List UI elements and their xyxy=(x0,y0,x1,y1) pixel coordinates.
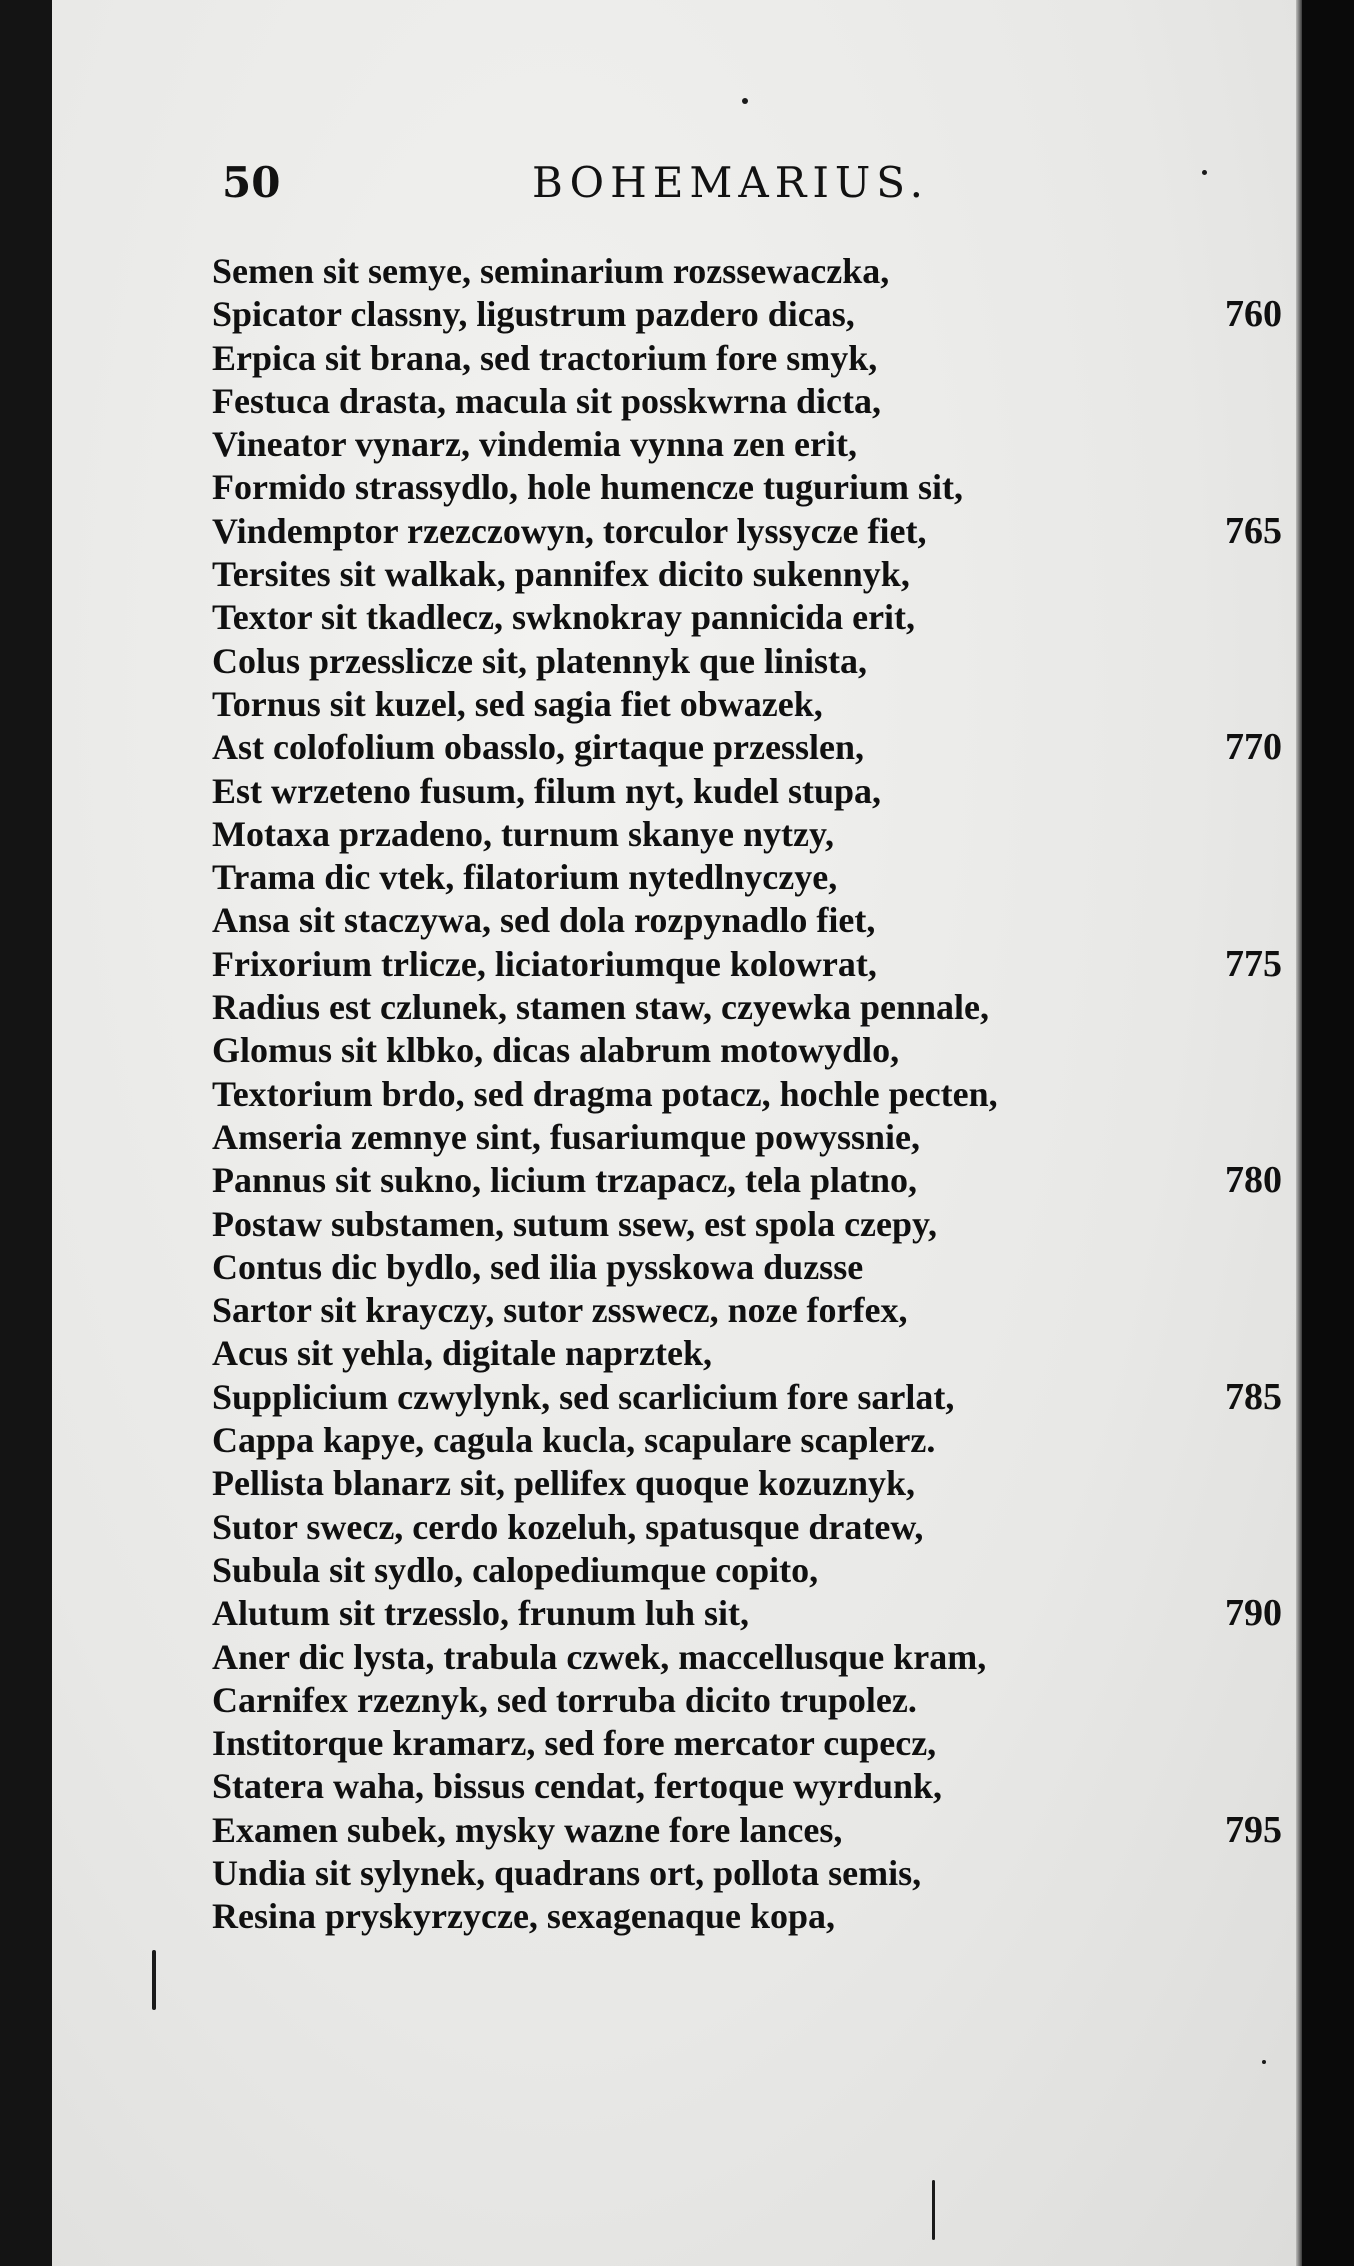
verse-line xyxy=(52,1636,1302,1679)
verse-line xyxy=(52,1549,1302,1592)
verse-text: Ansa sit staczywa, sed dola rozpynadlo fiet, xyxy=(212,900,876,941)
verse-text: Undia sit sylynek, quadrans ort, pollota semis, xyxy=(212,1852,922,1893)
ink-speck xyxy=(152,1950,156,2010)
book-spine xyxy=(1302,0,1354,2266)
verse-text: Vindemptor rzezczowyn, torculor lyssycze fiet, xyxy=(212,510,927,551)
verse-number: 795 xyxy=(1225,1808,1282,1851)
verse-text: Pellista blanarz sit, pellifex quoque kozuznyk, xyxy=(212,1463,916,1504)
verse-line xyxy=(52,1679,1302,1722)
verse-text: Erpica sit brana, sed tractorium fore smyk, xyxy=(212,337,878,378)
verse-text: Frixorium trlicze, liciatoriumque kolowrat, xyxy=(212,943,877,984)
verse-text: Sutor swecz, cerdo kozeluh, spatusque dratew, xyxy=(212,1506,924,1547)
verse-text: Glomus sit klbko, dicas alabrum motowydlo, xyxy=(212,1030,900,1071)
verse-line xyxy=(52,1246,1302,1289)
verse-line xyxy=(52,943,1302,986)
verse-text: Sartor sit krayczy, sutor zsswecz, noze forfex, xyxy=(212,1290,908,1331)
running-title: BOHEMARIUS. xyxy=(532,158,929,207)
verse-line xyxy=(52,1419,1302,1462)
verse-text: Textorium brdo, sed dragma potacz, hochle pecten, xyxy=(212,1073,998,1114)
verse-line xyxy=(52,337,1302,380)
verse-line xyxy=(52,250,1302,293)
verse-text: Pannus sit sukno, licium trzapacz, tela platno, xyxy=(212,1160,918,1201)
verse-line xyxy=(52,1506,1302,1549)
verse-text: Resina pryskyrzycze, sexagenaque kopa, xyxy=(212,1896,835,1937)
verse-line xyxy=(52,380,1302,423)
verse-line xyxy=(52,1592,1302,1635)
verse-number: 760 xyxy=(1225,293,1282,336)
verse-line xyxy=(52,683,1302,726)
verse-line xyxy=(52,553,1302,596)
book-page xyxy=(52,0,1302,2266)
verse-line xyxy=(52,1765,1302,1808)
verse-line xyxy=(52,986,1302,1029)
verse-line xyxy=(52,1203,1302,1246)
verse-text: Subula sit sydlo, calopediumque copito, xyxy=(212,1549,819,1590)
verse-line xyxy=(52,1722,1302,1765)
verse-text: Examen subek, mysky wazne fore lances, xyxy=(212,1809,843,1850)
verse-text: Vineator vynarz, vindemia vynna zen erit, xyxy=(212,424,857,465)
verse-line xyxy=(52,596,1302,639)
verse-text: Formido strassydlo, hole humencze tugurium sit, xyxy=(212,467,963,508)
verse-text: Tornus sit kuzel, sed sagia fiet obwazek, xyxy=(212,683,823,724)
verse-number: 785 xyxy=(1225,1375,1282,1418)
verse-line xyxy=(52,813,1302,856)
verse-line xyxy=(52,1376,1302,1419)
verse-text: Spicator classny, ligustrum pazdero dicas, xyxy=(212,294,855,335)
verse-list xyxy=(52,250,1302,1939)
verse-line xyxy=(52,856,1302,899)
verse-number: 790 xyxy=(1225,1592,1282,1635)
ink-speck xyxy=(742,98,748,104)
verse-text: Aner dic lysta, trabula czwek, maccellusque kram, xyxy=(212,1636,987,1677)
verse-number: 775 xyxy=(1225,942,1282,985)
verse-number: 765 xyxy=(1225,509,1282,552)
verse-number: 770 xyxy=(1225,726,1282,769)
verse-text: Est wrzeteno fusum, filum nyt, kudel stupa, xyxy=(212,770,882,811)
verse-line xyxy=(52,899,1302,942)
verse-line xyxy=(52,1895,1302,1938)
ink-speck xyxy=(1262,2060,1266,2064)
verse-line xyxy=(52,1159,1302,1202)
verse-line xyxy=(52,1332,1302,1375)
ink-speck xyxy=(1202,170,1207,175)
verse-line xyxy=(52,1809,1302,1852)
verse-text: Supplicium czwylynk, sed scarlicium fore sarlat, xyxy=(212,1376,955,1417)
verse-text: Radius est czlunek, stamen staw, czyewka pennale, xyxy=(212,987,990,1028)
verse-text: Colus przesslicze sit, platennyk que linista, xyxy=(212,640,868,681)
verse-text: Semen sit semye, seminarium rozssewaczka, xyxy=(212,251,890,291)
verse-line xyxy=(52,640,1302,683)
verse-number: 780 xyxy=(1225,1159,1282,1202)
verse-text: Postaw substamen, sutum ssew, est spola czepy, xyxy=(212,1203,938,1244)
verse-text: Textor sit tkadlecz, swknokray pannicida erit, xyxy=(212,597,916,638)
verse-line xyxy=(52,1116,1302,1159)
verse-text: Acus sit yehla, digitale naprztek, xyxy=(212,1333,712,1374)
verse-text: Amseria zemnye sint, fusariumque powyssnie, xyxy=(212,1116,920,1157)
verse-text: Institorque kramarz, sed fore mercator cupecz, xyxy=(212,1723,937,1764)
verse-text: Cappa kapye, cagula kucla, scapulare scaplerz. xyxy=(212,1420,936,1461)
verse-text: Festuca drasta, macula sit posskwrna dicta, xyxy=(212,380,882,421)
verse-line xyxy=(52,1852,1302,1895)
verse-text: Contus dic bydlo, sed ilia pysskowa duzsse xyxy=(212,1246,864,1287)
verse-line xyxy=(52,293,1302,336)
verse-line xyxy=(52,466,1302,509)
verse-line xyxy=(52,1073,1302,1116)
verse-text: Alutum sit trzesslo, frunum luh sit, xyxy=(212,1593,750,1634)
ink-speck xyxy=(932,2180,935,2240)
verse-text: Statera waha, bissus cendat, fertoque wyrdunk, xyxy=(212,1766,943,1807)
verse-text: Carnifex rzeznyk, sed torruba dicito trupolez. xyxy=(212,1679,917,1720)
verse-text: Ast colofolium obasslo, girtaque przesslen, xyxy=(212,727,864,768)
verse-line xyxy=(52,1289,1302,1332)
verse-line xyxy=(52,423,1302,466)
verse-line xyxy=(52,1462,1302,1505)
verse-line xyxy=(52,510,1302,553)
verse-text: Trama dic vtek, filatorium nytedlnyczye, xyxy=(212,857,838,898)
verse-text: Motaxa przadeno, turnum skanye nytzy, xyxy=(212,813,835,854)
page-header xyxy=(52,158,1302,218)
verse-line xyxy=(52,770,1302,813)
page-number: 50 xyxy=(222,158,281,207)
verse-text: Tersites sit walkak, pannifex dicito sukennyk, xyxy=(212,554,910,595)
verse-line xyxy=(52,1029,1302,1072)
verse-line xyxy=(52,726,1302,769)
